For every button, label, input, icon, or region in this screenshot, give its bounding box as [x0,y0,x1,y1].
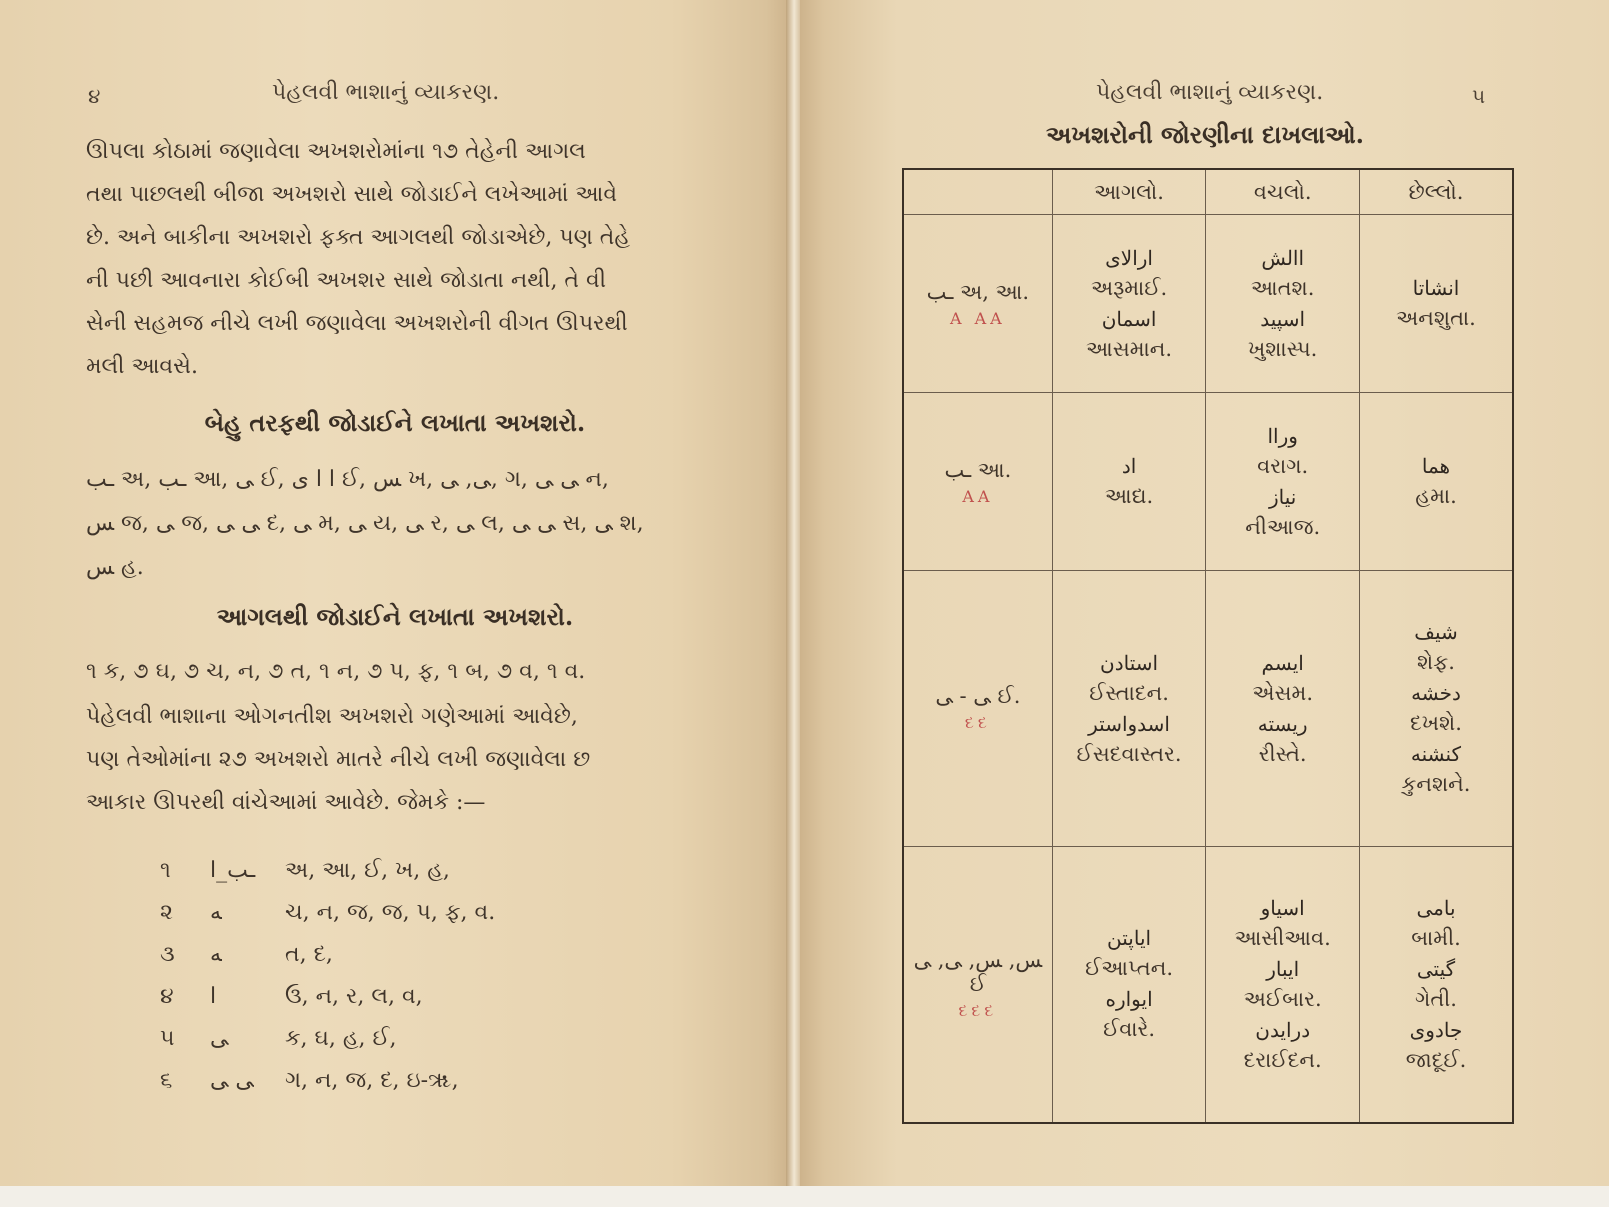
pahlavi-word: ﺍﻳﺎﭘﺘﻦ [1107,926,1152,951]
intro-paragraph [86,130,706,388]
group-number: ૬ [160,1068,173,1093]
group-letters: ઉ, ન, ર, લ, વ, [285,984,423,1009]
gujarati-word: અઈબાર. [1243,986,1322,1011]
gujarati-word: ઈસ્તાદન. [1089,680,1169,705]
letter-label: ઈ [969,971,986,996]
pahlavi-word: ﺍﻳﺒﺎﺭ [1266,956,1300,981]
pahlavi-glyph: ﻰ - ﻰ [935,684,991,708]
pahlavi-word: ﻫﻤﺎ [1421,454,1451,478]
shape-group-row [160,900,495,940]
pahlavi-word: ﺍﺳﺪﻭﺍﺳﺘﺮ [1088,711,1170,736]
front-cell [1052,571,1206,847]
pahlavi-glyph: ـب [944,457,972,482]
shape-group-row [160,942,333,982]
pahlavi-word: ﺍﺳﺘﺎﺩﻥ [1100,650,1159,675]
pahlavi-word: ﺍﻳﺴﻢ [1261,650,1304,675]
pahlavi-word: ﺍﺳﭙﻴﺪ [1260,306,1306,331]
gujarati-word: દખશે. [1410,711,1462,735]
table-row [903,393,1513,571]
pahlavi-glyph: ـب [926,279,954,304]
row-head-cell [903,571,1052,847]
pahlavi-word: ﺩﺧﺸﻪ [1411,681,1461,705]
gujarati-word: જાદૂઈ. [1405,1047,1467,1072]
pahlavi-word: ﺍﺳﻤﺎﻥ [1101,306,1157,331]
text-line: પણ તેઓમાંના ૨૭ અખશરો માતરે નીચે લખી જણાવેલા છ [86,747,591,772]
group-glyph: ﻰ ﻰ [210,1068,254,1093]
group-glyph: ﻪ [210,942,222,967]
table-header-row [903,169,1513,215]
group-letters: ક, ઘ, હ, ઈ, [285,1026,397,1051]
pahlavi-word: ﺷﻴﻒ [1414,620,1458,644]
group-glyph: ﻰ [210,1026,229,1051]
row-head-cell [903,215,1052,393]
gujarati-word: કુનશને. [1401,772,1471,796]
handwritten-note: દદદ [958,1000,998,1020]
handwritten-note: દદ [964,713,991,732]
group-glyph: ـب_ﺍ [210,858,256,883]
front-joined-letters: ૧ ક, ૭ ઘ, ૭ ચ, ન, ૭ ત, ૧ ન, ૭ પ, ફ, ૧ બ, ૭ વ, ૧ વ. [86,659,586,684]
gujarati-word: ઈસદવાસ્તર. [1076,741,1182,766]
running-head-right: પેહલવી ભાશાનું વ્યાકરણ. [1096,80,1324,105]
gujarati-word: ખુશાસ્પ. [1248,336,1318,361]
group-number: ૩ [160,942,175,967]
letter-label: ઈ. [997,684,1021,708]
column-header [903,169,1052,215]
pahlavi-word: ﺍﺳﻴﺎﻭ [1260,895,1305,920]
pahlavi-word: ﺍﺭﺍﻻﻯ [1105,245,1153,270]
pahlavi-word: ﻧﻴﺎﺯ [1269,484,1297,509]
group-number: ૫ [160,1026,175,1051]
gujarati-word: હમા. [1415,484,1457,508]
gujarati-word: બામી. [1411,925,1461,950]
group-glyph: ﻪ [210,900,222,925]
front-cell [1052,215,1206,393]
pahlavi-word: ﺭﻳﺴﺘﻪ [1257,711,1308,736]
pahlavi-word: ﺟﺎﺩﻭﻯ [1409,1017,1463,1042]
group-number: ૪ [160,984,174,1009]
letter-line: ﺲ જ, ﻰ જ, ﻰ ﻰ દ, ﻰ મ, ﻰ ય, ﻰ ર, ﻰ લ, ﻰ ﻰ સ, ﻰ શ, [86,511,644,536]
end-cell [1359,571,1513,847]
text-line: આકાર ઊપરથી વાંચેઆમાં આવેછે. જેમકે :— [86,790,486,815]
gujarati-word: આતશ. [1250,275,1315,300]
column-header: વચલો. [1206,169,1360,215]
handwritten-note: A AA [949,308,1006,328]
table-row [903,847,1513,1123]
both-side-letters [86,458,706,590]
gujarati-word: આદ્ય. [1104,484,1154,508]
pahlavi-word: ﻭﺭﺍﺍ [1267,423,1298,448]
group-letters: અ, આ, ઈ, ખ, હ, [285,858,450,883]
table-title: અખશરોની જોરણીના દાખલાઓ. [1045,120,1364,149]
column-header: છેલ્લો. [1359,169,1513,215]
pahlavi-word: ﺍﻧﺸﺎﺗﺎ [1412,276,1460,300]
gujarati-word: શેફ. [1417,650,1455,674]
group-letters: ગ, ન, જ, દ, ઇ-ૠ, [285,1068,459,1093]
middle-cell [1206,393,1360,571]
pahlavi-word: ﺩﺭﺍﻳﺪﻥ [1255,1017,1311,1042]
gujarati-word: આસીઆવ. [1234,925,1331,950]
pahlavi-word: ﺑﺎﻣﻰ [1416,895,1456,920]
gujarati-word: અનશુતા. [1396,306,1476,330]
page-number-left: ૪ [88,84,101,108]
shape-group-row [160,1026,396,1066]
gujarati-word: એસમ. [1252,680,1314,705]
text-line: છે. અને બાકીના અખશરો ફક્ત આગલથી જોડાએછે, પણ તેહે [86,225,631,250]
group-glyph: ا [210,984,217,1009]
text-line: તથા પાછલથી બીજા અખશરો સાથે જોડાઈને લખેઆમાં આવે [86,182,618,207]
middle-cell [1206,847,1360,1123]
outro-paragraph [86,695,706,824]
gujarati-word: વરાગ. [1257,453,1309,478]
end-cell [1359,393,1513,571]
letter-label: અ, આ. [960,279,1030,304]
left-page [0,0,790,1207]
heading-front-joined: આગલથી જોડાઈને લખાતા અખશરો. [216,602,574,631]
page-number-right: ૫ [1472,84,1486,108]
pahlavi-word: ﺍﺍﻟﺶ [1261,245,1305,270]
middle-cell [1206,215,1360,393]
pahlavi-glyph: ﺲ, ﺲ, ﻰ, ﻰ [913,947,1043,972]
gujarati-word: ગેતી. [1415,986,1457,1011]
letter-label: આ. [977,457,1012,482]
row-head-cell [903,393,1052,571]
middle-cell [1206,571,1360,847]
shape-group-row [160,984,423,1024]
group-letters: ત, દ, [285,942,333,967]
group-number: ૧ [160,858,171,883]
shape-group-row [160,858,450,898]
handwritten-note: AA [962,486,994,506]
table-row [903,215,1513,393]
heading-both-sides: બેહુ તરફથી જોડાઈને લખાતા અખશરો. [204,408,586,437]
gujarati-word: રીસ્તે. [1258,741,1307,766]
text-line: પેહેલવી ભાશાના ઓગનતીશ અખશરો ગણેઆમાં આવેછે, [86,704,578,729]
gujarati-word: અરૂમાઈ. [1090,275,1168,300]
text-line: સેની સહમજ નીચે લખી જણાવેલા અખશરોની વીગત ઊપરથી [86,311,628,336]
running-head-left: પેહલવી ભાશાનું વ્યાકરણ. [272,80,500,105]
letter-line: ـب અ, ـب આ, ﻰ ઈ, ﺍ ﺍ ﻯ ઈ, ﺲ ખ, ﻰ, ﻰ, ગ, ﻰ ﻰ ન, [86,467,609,492]
text-line: ઊપલા કોઠામાં જણાવેલા અખશરોમાંના ૧૭ તેહેની આગલ [86,139,586,164]
table-row [903,571,1513,847]
letter-line: ﺲ હ. [86,555,144,580]
gujarati-word: ઈવારે. [1103,1017,1156,1042]
front-cell [1052,393,1206,571]
text-line: ની પછી આવનારા કોઈબી અખશર સાથે જોડાતા નથી, તે વી [86,268,607,293]
pahlavi-word: ﮔﻴﺘﻰ [1416,956,1456,981]
joining-examples-table [902,168,1514,1124]
gujarati-word: નીઆજ. [1245,514,1321,539]
shape-group-row [160,1068,459,1108]
column-header: આગલો. [1052,169,1206,215]
scan-edge [0,1186,1609,1207]
pahlavi-word: ﺍﻳﻮﺍﺭﻩ [1105,987,1153,1012]
row-head-cell [903,847,1052,1123]
front-cell [1052,847,1206,1123]
gujarati-word: ઈઆપ્તન. [1085,956,1174,981]
pahlavi-word: ﺍﺩ [1121,454,1137,478]
group-number: ૨ [160,900,173,925]
end-cell [1359,215,1513,393]
text-line: મલી આવસે. [86,354,198,379]
gujarati-word: આસમાન. [1086,336,1173,361]
pahlavi-word: ﻛﻨﺸﻨﻪ [1410,742,1462,766]
group-letters: ચ, ન, જ, જ, પ, ફ, વ. [285,900,496,925]
end-cell [1359,847,1513,1123]
gujarati-word: દરાઈદન. [1243,1047,1322,1072]
